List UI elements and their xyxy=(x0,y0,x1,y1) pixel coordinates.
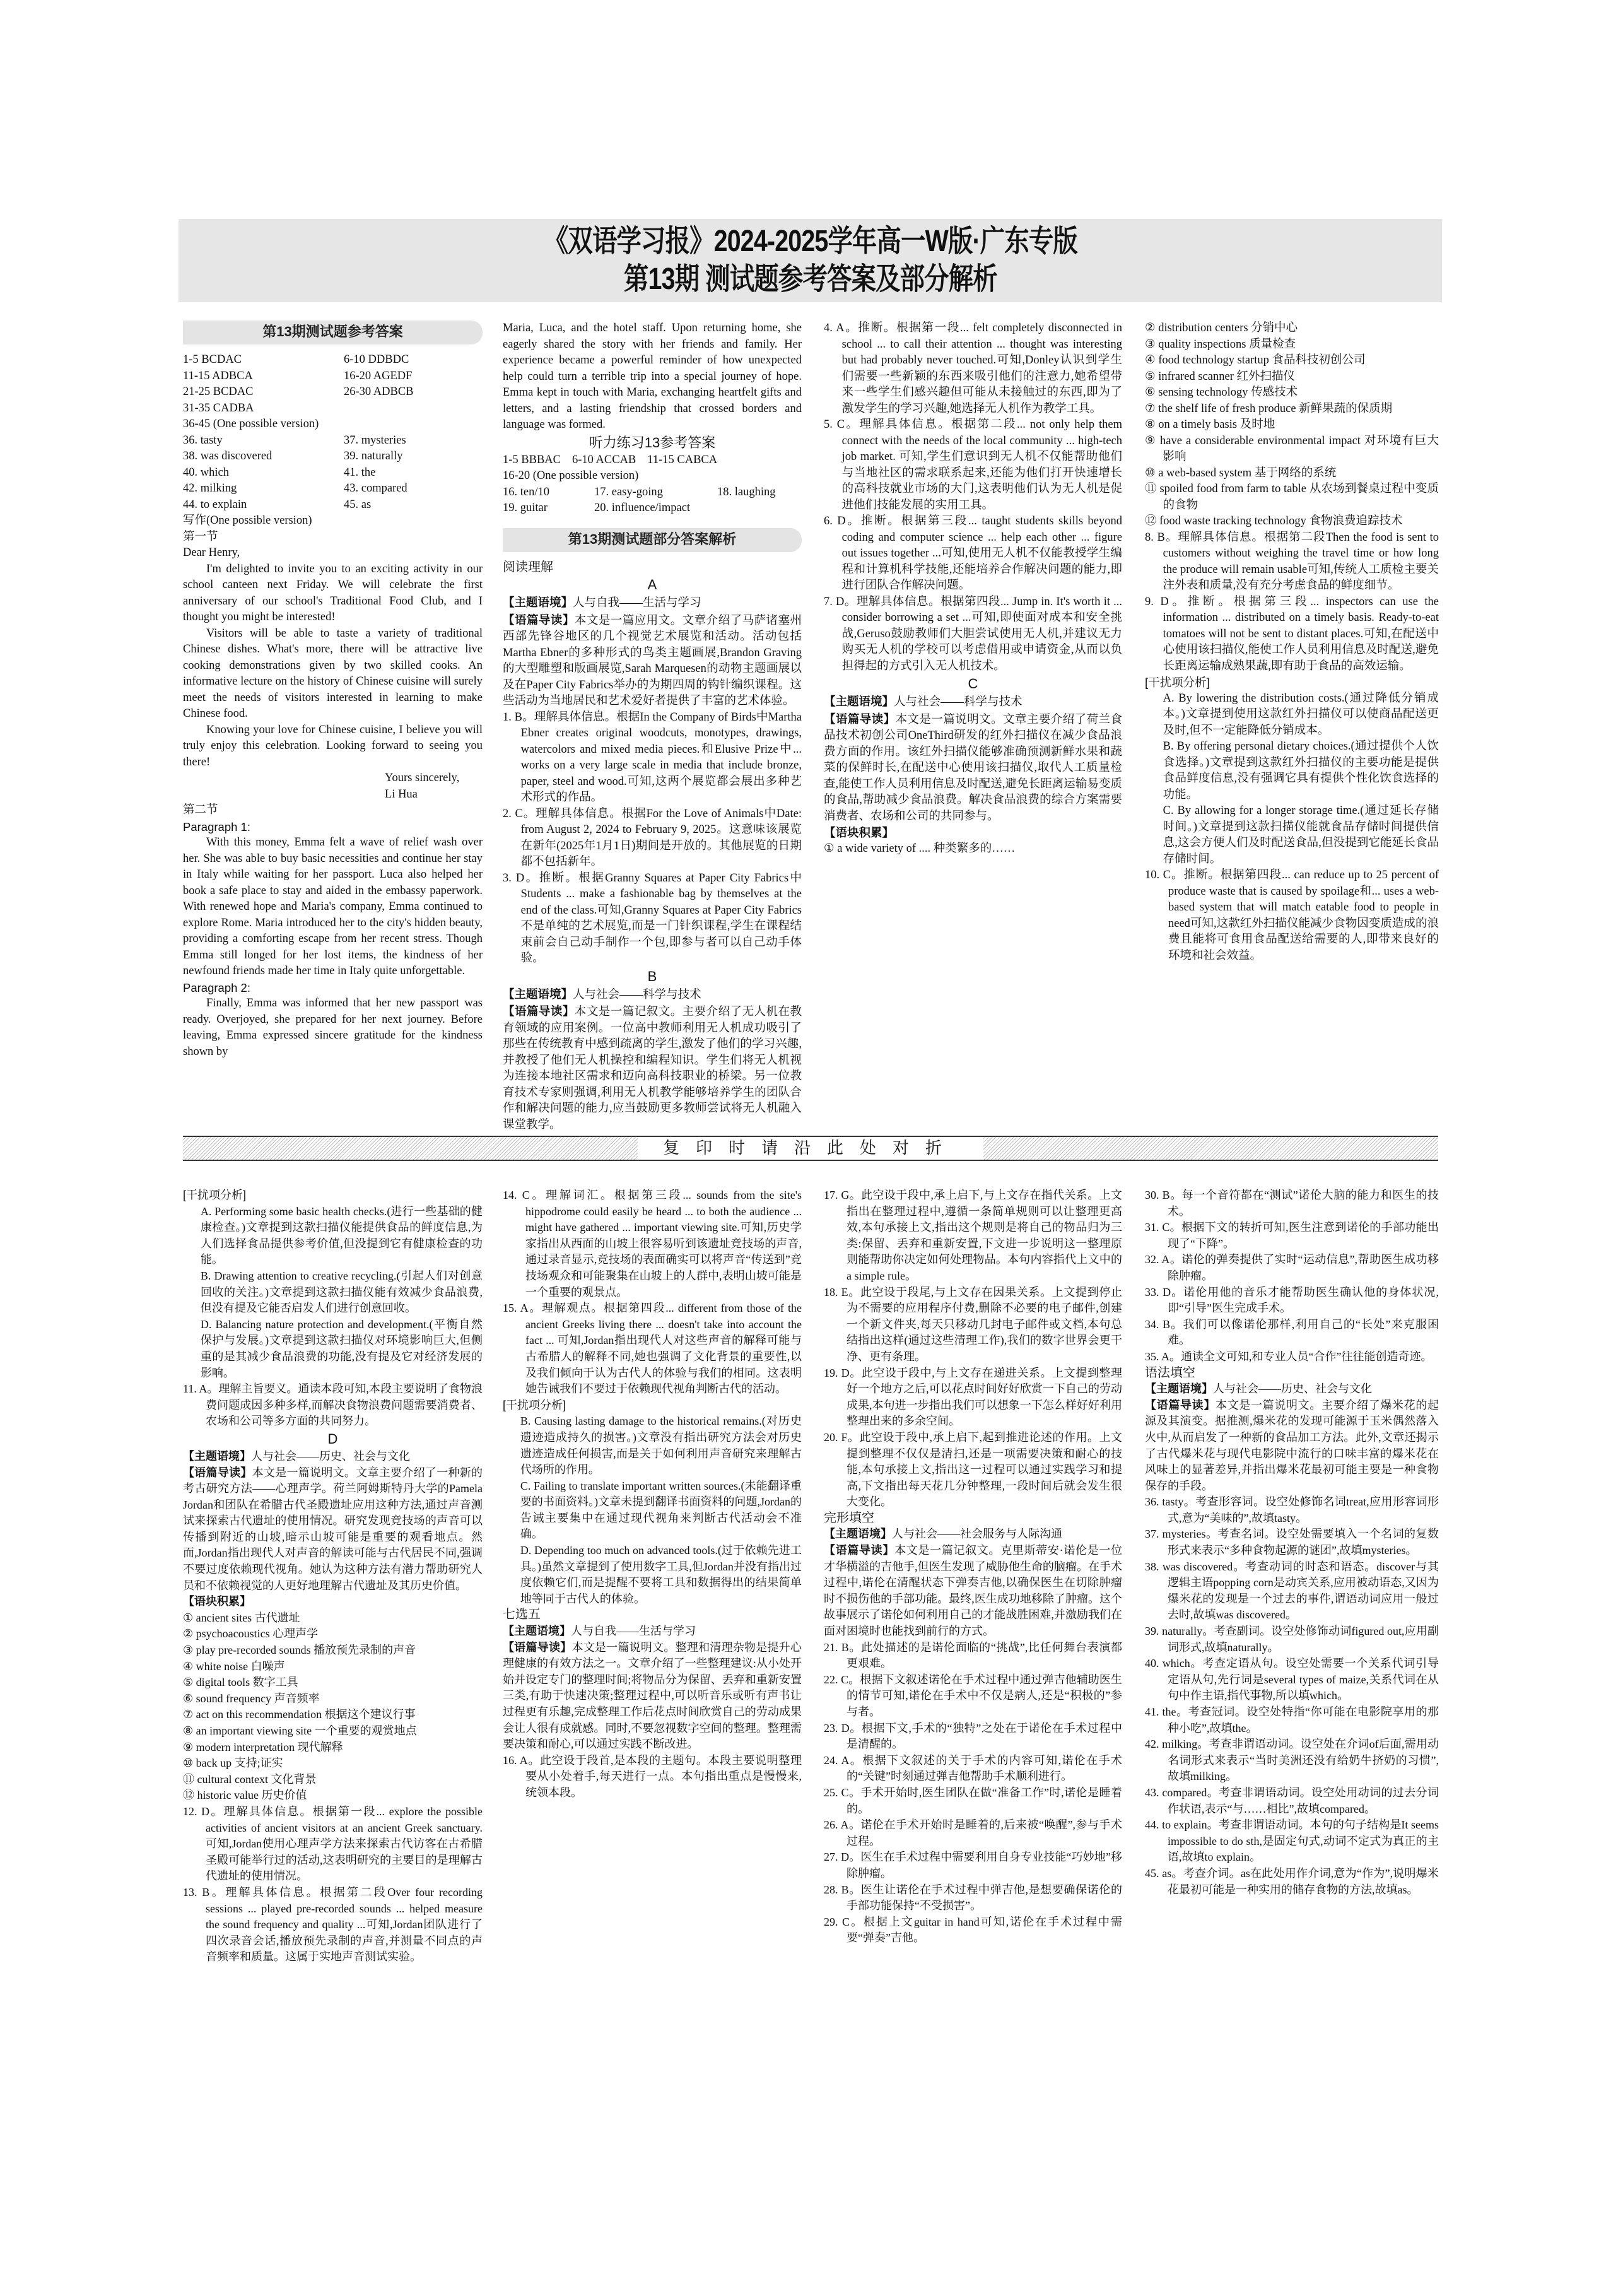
distractor-item: B. By offering personal dietary choices.(通过提供个人饮食选择。)文章提到这款红外扫描仪的主要功能是提供食品鲜度信息,没有强调它具有提供个性化饮食选择的功能。 xyxy=(1163,740,1439,801)
theme-text: 人与社会——历史、社会与文化 xyxy=(251,1449,410,1463)
listening-answer: 1-5 BBBAC xyxy=(503,453,561,466)
paragraph-1-label: Paragraph 1: xyxy=(183,820,250,833)
theme-tag: 【主题语境】 xyxy=(503,1625,571,1638)
distractor-item: C. Failing to translate important written sources.(未能翻译重要的书面资料。)文章未提到翻译书面资料的问题,Jordan的告诫主要集中在通过现代视角来判断古代活动会不准确。 xyxy=(520,1479,802,1541)
listening-key-title: 听力练习13参考答案 xyxy=(589,434,716,450)
theme-text: 人与社会——科学与技术 xyxy=(573,988,701,1001)
answer-explanation: 43. compared。考查非谓语动词。设空处用动词的过去分词作状语,表示“与……相比”,故填compared。 xyxy=(1145,1786,1439,1815)
answer-explanation: 17. G。此空设于段中,承上启下,与上文存在指代关系。上文指出在整理过程中,遵循一条简单规则可以让整理更高效,本句承接上文,指出这个规则是将自己的物品归为三类:保留、丢弃和重新安置,下文进一步说明这一整理原则能帮助你决定如何处理物品。本句内容指代上文中的a simple rule。 xyxy=(824,1189,1122,1282)
vocab-item: ③ quality inspections 质量检查 xyxy=(1145,338,1296,351)
answer-explanation: 40. which。考查定语从句。设空处需要一个关系代词引导定语从句,先行词是several types of maize,关系代词在从句中作主语,指代事物,所以填which。 xyxy=(1145,1657,1439,1702)
answer-explanation: 10. C。推断。根据第四段... can reduce up to 25 percent of produce waste that is caused by spoilage和... uses a web-based system that will match eatable food to people in need可知,这款红外扫描仪能减少食物因变质造成的浪费且能将可食用食品配送给需要的人,即带来良好的环境和社会效益。 xyxy=(1145,869,1439,962)
answer-explanation: 28. B。医生让诺伦在手术过程中弹吉他,是想要确保诺伦的手部功能保持“不受损害”。 xyxy=(824,1883,1122,1912)
distractor-tag: [干扰项分析] xyxy=(1145,676,1210,689)
distractor-item: A. Performing some basic health checks.(进行一些基础的健康检查。)文章提到这款扫描仪能提供食品的鲜度信息,为人们选择食品提供参考价值,但没提到它有健康检查的功能。 xyxy=(200,1204,483,1266)
answer-explanation: 39. naturally。考查副词。设空处修饰动词figured out,应用副词形式,故填naturally。 xyxy=(1145,1625,1439,1654)
guide-tag: 【语篇导读】 xyxy=(824,1544,895,1557)
guide-text: 本文是一篇应用文。文章介绍了马萨诸塞州西部先锋谷地区的几个视觉艺术展览和活动。活动包括Martha Ebner的多种形式的鸟类主题画展,Brandon Graving的大型雕塑和版画展览,Sarah Marquesen的动物主题画展以及在Paper City Fabrics举办的为期四周的钩针编织课程。这些活动为当地居民和艺术爱好者提供了丰富的艺术体验。 xyxy=(503,614,802,707)
analysis-title: 第13期测试题部分答案解析 xyxy=(503,528,802,552)
theme-text: 人与社会——科学与技术 xyxy=(894,696,1022,709)
grammar-label: 语法填空 xyxy=(1145,1365,1195,1380)
vocab-item: ③ play pre-recorded sounds 播放预先录制的声音 xyxy=(183,1644,416,1657)
mc-answer xyxy=(344,401,483,417)
vocab-tag: 【语块积累】 xyxy=(824,826,894,839)
fold-line xyxy=(183,1136,1438,1161)
guide-text: 本文是一篇说明文。主要介绍了爆米花的起源及其演变。据推测,爆米花的发现可能源于玉米偶然落入火中,从而启发了一种新的食品加工方法。此外,文章还揭示了古代爆米花与现代电影院中流行的口味丰富的爆米花在风味上的显著差异,并指出爆米花最初可能主要是一种食物保存的手段。 xyxy=(1145,1398,1439,1492)
grammar-answer: 44. to explain xyxy=(183,498,247,511)
answer-explanation: 35. A。通读全文可知,和专业人员“合作”往往能创造奇迹。 xyxy=(1145,1350,1433,1363)
section-1-label: 第一节 xyxy=(183,530,218,543)
vocab-item: ⑧ on a timely basis 及时地 xyxy=(1145,418,1275,431)
newspaper-title: 《双语学习报》2024-2025学年高一W版·广东专版 xyxy=(543,225,1077,258)
guide-text: 本文是一篇记叙文。主要介绍了无人机在教育领域的应用案例。一位高中教师利用无人机成功吸引了那些在传统教育中感到疏离的学生,激发了他们的学习兴趣,并教授了他们无人机操控和编程知识。学生们将无人机视为连接本地社区需求和迈向高科技职业的桥梁。另一位教育技术专家则强调,利用无人机教学能够培养学生的团队合作和解决问题的能力,应当鼓励更多教师尝试将无人机融入课堂教学。 xyxy=(503,1006,802,1131)
passage-label: C xyxy=(968,676,978,692)
mc-answer: 31-35 CADBA xyxy=(183,401,254,415)
issue-title: 第13期 测试题参考答案及部分解析 xyxy=(623,262,997,296)
column-3-top xyxy=(824,321,1122,857)
cloze-label: 完形填空 xyxy=(824,1510,874,1525)
answer-explanation: 16. A。此空设于段首,是本段的主题句。本段主要说明整理要从小处着手,每天进行一点。本句指出重点是慢慢来,统领本段。 xyxy=(503,1753,802,1799)
answer-explanation: 31. C。根据下文的转折可知,医生注意到诺伦的手部功能出现了“下降”。 xyxy=(1145,1221,1439,1250)
grammar-answer: 38. was discovered xyxy=(183,450,272,462)
answer-explanation: 26. A。诺伦在手术开始时是睡着的,后来被“唤醒”,参与手术过程。 xyxy=(824,1818,1122,1847)
vocab-item: ⑫ food waste tracking technology 食物浪费追踪技术 xyxy=(1145,515,1403,527)
paragraph-2-label: Paragraph 2: xyxy=(183,980,250,994)
guide-tag: 【语篇导读】 xyxy=(503,1004,575,1018)
listening-answer: 19. guitar xyxy=(503,502,548,514)
answer-explanation: 6. D。推断。根据第三段... taught students skills beyond coding and computer science ... help each other ... figure out issues together ...可知,使用无人机不仅能教授学生编程和计算机科学技能,还能培养合作解决问题的能力,即进行团队合作解决问题。 xyxy=(824,515,1122,592)
section-2-label: 第二节 xyxy=(183,804,218,816)
theme-tag: 【主题语境】 xyxy=(503,987,573,1001)
grammar-answer: 40. which xyxy=(183,466,229,479)
mc-answer: 21-25 BCDAC xyxy=(183,386,254,398)
vocab-item: ④ food technology startup 食品科技初创公司 xyxy=(1145,354,1366,367)
answer-explanation: 23. D。根据下文,手术的“独特”之处在于诺伦在手术过程中是清醒的。 xyxy=(824,1721,1122,1751)
vocab-item: ⑨ modern interpretation 现代解释 xyxy=(183,1740,343,1753)
vocab-item: ② distribution centers 分销中心 xyxy=(1145,322,1298,334)
listening-answer: 20. influence/impact xyxy=(594,502,691,514)
theme-tag: 【主题语境】 xyxy=(824,695,894,708)
grammar-answer: 45. as xyxy=(344,498,372,511)
answer-explanation: 20. F。此空设于段中,承上启下,起到推进论述的作用。上文提到整理不仅仅是清扫,还是一项需要决策和耐心的技能,本句承接上文,指出这一过程可以通过实践学习和提高,下文指出每天花几分钟整理,一段时间后就会发生很大变化。 xyxy=(824,1430,1122,1509)
mc-answer: 1-5 BCDAC xyxy=(183,353,242,366)
theme-tag: 【主题语境】 xyxy=(503,596,573,609)
guide-tag: 【语篇导读】 xyxy=(1145,1398,1216,1411)
letter-paragraph: Knowing your love for Chinese cuisine, I believe you will truly enjoy this celebration. Looking forward to seeing you there! xyxy=(183,723,483,768)
listening-answer: 16. ten/10 xyxy=(503,485,549,498)
passage-label: A xyxy=(647,577,657,592)
grammar-answer: 37. mysteries xyxy=(344,433,406,447)
answer-explanation: 44. to explain。考查非谓语动词。本句的句子结构是It seems impossible to do sth,是固定句式,动词不定式为真正的主语,故填to explain。 xyxy=(1145,1818,1439,1864)
paragraph-1-text: With this money, Emma felt a wave of relief wash over her. She was able to buy basic necessities and continue her stay in Italy while waiting for her passport. Luca also helped her book a safe place to stay and aided in the embassy paperwork. With renewed hope and Maria's company, Emma continued to explore Rome. Maria introduced her to the city's hidden beauty, providing a comforting escape from her recent stress. Though Emma still longed for her lost items, the kindness of her newfound friends made her time in Italy quite unforgettable. xyxy=(183,836,483,977)
guide-text: 本文是一篇记叙文。克里斯蒂安·诺伦是一位才华横溢的吉他手,但医生发现了威胁他生命的脑瘤。在手术过程中,诺伦在清醒状态下弹奏吉他,以确保医生在切除肿瘤时不损伤他的手部功能。最终,医生成功地移除了肿瘤。这个故事展示了诺伦如何利用自己的才能战胜困难,并激励我们在面对困境时也能找到前行的方式。 xyxy=(824,1544,1123,1638)
column-1-top xyxy=(183,321,483,1060)
vocab-item: ① ancient sites 古代遗址 xyxy=(183,1611,300,1624)
grammar-answers xyxy=(183,433,483,514)
column-2-bottom xyxy=(503,1187,802,1801)
writing-heading: 写作(One possible version) xyxy=(183,514,312,527)
answer-explanation: 2. C。理解具体信息。根据For the Love of Animals中Date: from August 2, 2024 to February 9, 2025。这意味该展览在新年(2025年1月1日)期间是开放的。其他展览的日期都不包括新年。 xyxy=(503,807,802,868)
vocab-item: ④ white noise 白噪声 xyxy=(183,1659,285,1673)
grammar-answer: 43. compared xyxy=(344,482,407,495)
listening-grid xyxy=(503,485,802,517)
column-1-bottom xyxy=(183,1187,483,1965)
guide-tag: 【语篇导读】 xyxy=(503,1640,572,1654)
vocab-item: ⑤ infrared scanner 红外扫描仪 xyxy=(1145,370,1295,383)
vocab-item: ② psychoacoustics 心理声学 xyxy=(183,1627,319,1640)
answer-explanation: 12. D。理解具体信息。根据第一段... explore the possible activities of ancient visitors at an ancient Greek sanctuary. 可知,Jordan使用心理声学方法来探索古代访客在古希腊圣殿可能举行过的活动,这表明研究的主要目的是理解古代遗址的使用情况。 xyxy=(183,1804,483,1883)
listening-row xyxy=(503,452,802,469)
listening-answer xyxy=(717,500,802,517)
answer-explanation: 21. B。此处描述的是诺伦面临的“挑战”,比任何舞台表演都更艰难。 xyxy=(824,1640,1122,1670)
vocab-tag: 【语块积累】 xyxy=(183,1595,251,1608)
theme-tag: 【主题语境】 xyxy=(183,1449,251,1463)
answer-explanation: 4. A。推断。根据第一段... felt completely disconnected in school ... to call their attention ... thought was interesting but had probably never touched.可知,Donley认识到学生们需要一些新颖的东西来吸引他们的注意力,她希望带来一些学生们感兴趣但可能从未接触过的东西,即为了激发学生的学习兴趣,她选择无人机作为教学工具。 xyxy=(824,322,1122,415)
paragraph-2-text: Finally, Emma was informed that her new passport was ready. Overjoyed, she prepared for her next journey. Before leaving, Emma expressed sincere gratitude for the kindness shown by xyxy=(183,997,483,1058)
letter-paragraph: I'm delighted to invite you to an exciting activity in our school canteen next Friday. We will celebrate the first anniversary of our school's Traditional Food Club, and I thought you might be interested! xyxy=(183,562,483,623)
answer-explanation: 41. the。考查冠词。设空处特指“你可能在电影院享用的那种小吃”,故填the。 xyxy=(1145,1705,1439,1734)
vocab-item: ⑩ back up 支持;证实 xyxy=(183,1757,283,1770)
paragraph-2-continued: Maria, Luca, and the hotel staff. Upon returning home, she eagerly shared the story with her friends and family. Her experience became a powerful reminder of how unexpected help could turn a terrible trip into a special journey of hope. Emma kept in touch with Maria, exchanging heartfelt gifts and letters, and a lasting friendship that crossed borders and language was formed. xyxy=(503,322,802,431)
distractor-tag: [干扰项分析] xyxy=(503,1398,566,1411)
seven-five-label: 七选五 xyxy=(503,1608,541,1622)
distractor-item: A. By lowering the distribution costs.(通过降低分销成本。)文章提到使用这款红外扫描仪可以使商品配送更及时,但不一定能降低分销成本。 xyxy=(1163,692,1439,737)
theme-tag: 【主题语境】 xyxy=(824,1528,892,1541)
theme-tag: 【主题语境】 xyxy=(1145,1382,1213,1396)
theme-text: 人与自我——生活与学习 xyxy=(571,1625,696,1638)
theme-text: 人与自我——生活与学习 xyxy=(573,597,701,609)
letter-salutation: Dear Henry, xyxy=(183,546,240,559)
distractor-item: B. Causing lasting damage to the historical remains.(对历史遗迹造成持久的损害。)文章没有指出研究方法会对历史遗迹造成任何损害,而是关于如何利用声音研究来理解古代场所的作用。 xyxy=(520,1415,802,1476)
answer-explanation: 11. A。理解主旨要义。通读本段可知,本段主要说明了食物浪费问题成因多种多样,而解决食物浪费问题需要消费者、农场和公司等多方面的共同努力。 xyxy=(183,1382,483,1428)
column-4-bottom xyxy=(1145,1187,1439,1898)
vocab-item: ⑦ the shelf life of fresh produce 新鲜果蔬的保质期 xyxy=(1145,402,1393,415)
answer-explanation: 1. B。理解具体信息。根据In the Company of Birds中Martha Ebner creates original woodcuts, monotypes, drawings, watercolors and mixed media pieces.和Elusive Prize中... works on a very large scale in media that include bronze, paper, steel and wood.可知,这两个展览都会展出多种艺术形式的作品。 xyxy=(503,710,802,804)
answer-key-title: 第13期测试题参考答案 xyxy=(183,321,483,344)
letter-paragraph: Visitors will be able to taste a variety of traditional Chinese dishes. What's more, there will be attractive live cooking demonstrations given by two skilled cooks. An informative lecture on the history of Chinese cuisine will surely meet the needs of visitors interested in learning to make Chinese food. xyxy=(183,627,483,720)
answer-explanation: 5. C。理解具体信息。根据第二段... not only help them connect with the needs of the local community ... high-tech job market. 可知,学生们意识到无人机不仅能帮助他们与当地社区的需求联系起来,还能为他们打开快速增长的高科技就业市场的大门,这表明他们认为无人机是促进他们技能发展的实用工具。 xyxy=(824,418,1122,512)
answer-explanation: 33. D。诺伦用他的音乐才能帮助医生确认他的身体状况,即“引导”医生完成手术。 xyxy=(1145,1285,1439,1315)
passage-label: D xyxy=(327,1430,338,1447)
answer-explanation: 45. as。考查介词。as在此处用作介词,意为“作为”,说明爆米花最初可能是一种实用的储存食物的方法,故填as。 xyxy=(1145,1866,1439,1896)
answer-explanation: 7. D。理解具体信息。根据第四段... Jump in. It's worth it ... consider borrowing a set ...可知,即使面对成本和安全挑战,Geruso鼓励教师们大胆尝试使用无人机,并建议无力购买无人机的学校可以考虑借用或申请资金,从而以负担得起的方式引入无人机技术。 xyxy=(824,595,1122,673)
theme-text: 人与社会——社会服务与人际沟通 xyxy=(892,1528,1062,1541)
answer-explanation: 32. A。诺伦的弹奏提供了实时“运动信息”,帮助医生成功移除肿瘤。 xyxy=(1145,1253,1439,1282)
grammar-heading: 36-45 (One possible version) xyxy=(183,418,319,430)
answer-explanation: 14. C。理解词汇。根据第三段... sounds from the site's hippodrome could easily be heard ... to both the audience ... might have gathered ... important viewing site.可知,历史学家指出从西面的山坡上很容易听到该遗址竞技场的声音,通过录音显示,竞技场的表面确实可以将声音“传送到”竞技场观众和可能聚集在山坡上的人群中,表明山坡可能是一个重要的观景点。 xyxy=(503,1189,802,1298)
vocab-item: ⑦ act on this recommendation 根据这个建议行事 xyxy=(183,1708,416,1721)
distractor-tag: [干扰项分析] xyxy=(183,1189,247,1201)
grammar-answer: 42. milking xyxy=(183,482,237,495)
grammar-answer: 36. tasty xyxy=(183,433,223,447)
guide-text: 本文是一篇说明文。文章主要介绍了一种新的考古研究方法——心理声学。荷兰阿姆斯特丹大学的Pamela Jordan和团队在希腊古代圣殿遗址应用这种方法,通过声音测试来探索古代遗址的使用情况。研究发现竞技场的声音可以传播到附近的山坡,暗示山坡可能是重要的观看地点。然而,Jordan指出现代人对声音的解读可能与古代居民不同,强调不要过度依赖现代视角。她认为这种方法有潜力帮助研究人员和不依赖视觉的人更好地理解古代遗址及其历史价值。 xyxy=(183,1466,483,1592)
grammar-answer: 41. the xyxy=(344,466,376,479)
distractor-item: B. Drawing attention to creative recycling.(引起人们对创意回收的关注。)文章提到这款扫描仪能有效减少食品浪费,但没有提及它能否启发人们进行创意回收。 xyxy=(200,1269,483,1315)
guide-text: 本文是一篇说明文。整理和清理杂物是提升心理健康的有效方法之一。文章介绍了一些整理建议:从小处开始并设定专门的整理时间;将物品分为保留、丢弃和重新安置三类,有助于快速决策;整理过程中,可以听音乐或听有声书让过程更有乐趣,完成整理工作后花点时间欣赏自己的劳动成果会让人很有成就感。同时,不要忽视数字空间的整理。整理需要决策和耐心,可以通过实践不断改进。 xyxy=(503,1640,802,1751)
column-4-top xyxy=(1145,321,1439,964)
answer-explanation: 27. D。医生在手术过程中需要利用自身专业技能“巧妙地”移除肿瘤。 xyxy=(824,1851,1122,1880)
listening-answer: 11-15 CABCA xyxy=(647,453,718,466)
mc-answer: 6-10 DDBDC xyxy=(344,353,409,366)
letter-closing: Yours sincerely, xyxy=(385,772,460,784)
guide-text: 本文是一篇说明文。文章主要介绍了荷兰食品技术初创公司OneThird研发的红外扫描仪在减少食品浪费方面的作用。该红外扫描仪能够准确预测新鲜水果和蔬菜的保鲜时长,在配送中心使用该扫描仪,取代人工质量检查,能使工作人员利用信息及时配送,避免长距离运输易变质的食品,帮助减少食品浪费。解决食品浪费的综合方案需要消费者、农场和公司的共同参与。 xyxy=(824,713,1122,823)
answer-explanation: 18. E。此空设于段尾,与上文存在因果关系。上文提到停止为不需要的应用程序付费,删除不必要的电子邮件,创建一个新文件夹,每天只移动几封电子邮件或文档,本句总结指出这样(通过这些清理工作),我们的数字世界会更干净、更有条理。 xyxy=(824,1285,1122,1363)
grammar-answer: 39. naturally xyxy=(344,450,403,462)
answer-explanation: 36. tasty。考查形容词。设空处修饰名词treat,应用形容词形式,意为“美味的”,故填tasty。 xyxy=(1145,1495,1439,1524)
vocab-item: ⑪ spoiled food from farm to table 从农场到餐桌过程中变质的食物 xyxy=(1145,483,1439,512)
answer-explanation: 42. milking。考查非谓语动词。设空处在介词of后面,需用动名词形式来表示“当时美洲还没有给奶牛挤奶的习惯”,故填milking。 xyxy=(1145,1738,1439,1783)
vocab-item: ⑥ sensing technology 传感技术 xyxy=(1145,386,1298,399)
answer-explanation: 34. B。我们可以像诺伦那样,利用自己的“长处”来克服困难。 xyxy=(1145,1317,1439,1347)
answer-explanation: 15. A。理解观点。根据第四段... different from those of the ancient Greeks living there ... doesn't take into account the fact ... 可知,Jordan指出现代人对这些声音的解释可能与古希腊人的解释不同,她也强调了文化背景的重要性,以及我们倾向于认为古代人的体验与我们的相同。这表明她告诫我们不要过于依赖现代视角判断古代的活动。 xyxy=(503,1302,802,1396)
guide-tag: 【语篇导读】 xyxy=(183,1466,252,1479)
column-3-bottom xyxy=(824,1187,1122,1946)
vocab-item: ⑪ cultural context 文化背景 xyxy=(183,1772,317,1786)
distractor-item: D. Balancing nature protection and development.(平衡自然保护与发展。)文章提到这款扫描仪对环境影响巨大,但侧重的是其减少食品浪费的功能,没有提及它对经济发展的影响。 xyxy=(200,1317,483,1379)
answer-explanation: 13. B。理解具体信息。根据第二段Over four recording sessions ... played pre-recorded sounds ... helped measure the sound frequency and quality ...可知,Jordan团队进行了四次录音会话,播放预先录制的声音,并测量不同点的声音频率和质量。这属于实地声音测试实验。 xyxy=(183,1885,483,1963)
vocab-item: ⑨ have a considerable environmental impact 对环境有巨大影响 xyxy=(1145,434,1439,463)
answer-explanation: 37. mysteries。考查名词。设空处需要填入一个名词的复数形式来表示“多种食物起源的谜团”,故填mysteries。 xyxy=(1145,1528,1439,1557)
distractor-item: C. By allowing for a longer storage time.(通过延长存储时间。)文章提到这款扫描仪能就食品存储时间提供信息,这会方便人们及时配送食品,但没提到它能延长食品存储时间。 xyxy=(1163,804,1439,866)
reading-label: 阅读理解 xyxy=(503,560,553,574)
listening-answer: 18. laughing xyxy=(717,485,776,498)
letter-signature: Li Hua xyxy=(385,787,418,801)
listening-answer: 6-10 ACCAB xyxy=(572,453,636,466)
theme-text: 人与社会——历史、社会与文化 xyxy=(1213,1382,1372,1396)
guide-tag: 【语篇导读】 xyxy=(503,613,575,627)
mc-answer: 11-15 ADBCA xyxy=(183,369,253,382)
answer-explanation: 29. C。根据上文guitar in hand可知,诺伦在手术过程中需要“弹奏”吉他。 xyxy=(824,1915,1122,1945)
answer-explanation: 30. B。每一个音符都在“测试”诺伦大脑的能力和医生的技术。 xyxy=(1145,1189,1439,1218)
answer-explanation: 9. D。推断。根据第三段... inspectors can use the information ... distributed on a timely basis. Ready-to-eat tomatoes will not be sent to distant places.可知,在配送中心使用该扫描仪,能使工作人员利用信息及时配送,避免长距离运输成熟果蔬,即有助于食品的高效运输。 xyxy=(1145,595,1439,673)
answer-explanation: 25. C。手术开始时,医生团队在做“准备工作”时,诺伦是睡着的。 xyxy=(824,1786,1122,1815)
answer-explanation: 24. A。根据下文叙述的关于手术的内容可知,诺伦在手术的“关键”时刻通过弹吉他帮助手术顺利进行。 xyxy=(824,1753,1122,1783)
vocab-item: ⑩ a web-based system 基于网络的系统 xyxy=(1145,466,1337,480)
passage-label: B xyxy=(647,968,657,984)
page-header xyxy=(179,219,1442,302)
fold-line-label: 复印时请沿此处对折 xyxy=(638,1137,983,1160)
mc-answer: 26-30 ADBCB xyxy=(344,386,414,398)
answer-explanation: 19. D。此空设于段中,与上文存在递进关系。上文提到整理好一个地方之后,可以花点时间好好欣赏一下自己的劳动成果,本句进一步指出我们可以想象一下怎么样好好利用整理出来的多余空间。 xyxy=(824,1366,1122,1428)
mc-answer: 16-20 AGEDF xyxy=(344,369,413,382)
answer-explanation: 22. C。根据下文叙述诺伦在手术过程中通过弹吉他辅助医生的情节可知,诺伦在手术中不仅是病人,还是“积极的”参与者。 xyxy=(824,1673,1122,1718)
vocab-item: ⑤ digital tools 数字工具 xyxy=(183,1676,298,1689)
answer-explanation: 38. was discovered。考查动词的时态和语态。discover与其逻辑主语popping corn是动宾关系,应用被动语态,又因为爆米花的发现是一个过去的事件,谓语动词应用一般过去时,故填was discovered。 xyxy=(1145,1560,1439,1622)
vocab-item: ⑥ sound frequency 声音频率 xyxy=(183,1692,320,1705)
listening-heading: 16-20 (One possible version) xyxy=(503,469,639,482)
answer-explanation: 3. D。推断。根据Granny Squares at Paper City Fabrics中Students ... make a fashionable bag by themselves at the end of the class.可知,Granny Squares at Paper City Fabrics不是单纯的艺术展览,而是一门针织课程,学生在课程结束前会自己动手制作一个包,即参与者可以自己动手体验。 xyxy=(503,871,802,965)
column-2-top xyxy=(503,321,802,1133)
vocab-item: ⑫ historic value 历史价值 xyxy=(183,1789,307,1802)
listening-answer: 17. easy-going xyxy=(594,485,663,498)
vocab-item: ① a wide variety of .... 种类繁多的…… xyxy=(824,842,1016,855)
guide-tag: 【语篇导读】 xyxy=(824,712,896,726)
distractor-item: D. Depending too much on advanced tools.(过于依赖先进工具。)虽然文章提到了使用数字工具,但Jordan并没有指出过度依赖它们,而是提醒不要将工具和数据得出的结果简单地等同于古代人的体验。 xyxy=(520,1544,802,1605)
mc-answers xyxy=(183,352,483,416)
vocab-item: ⑧ an important viewing site 一个重要的观赏地点 xyxy=(183,1724,417,1737)
answer-explanation: 8. B。理解具体信息。根据第二段Then the food is sent to customers without weighing the travel time or how long the produce will remain usable可知,传统人工质检主要关注外表和质量,没有充分考虑食品的鲜度细节。 xyxy=(1145,531,1439,592)
